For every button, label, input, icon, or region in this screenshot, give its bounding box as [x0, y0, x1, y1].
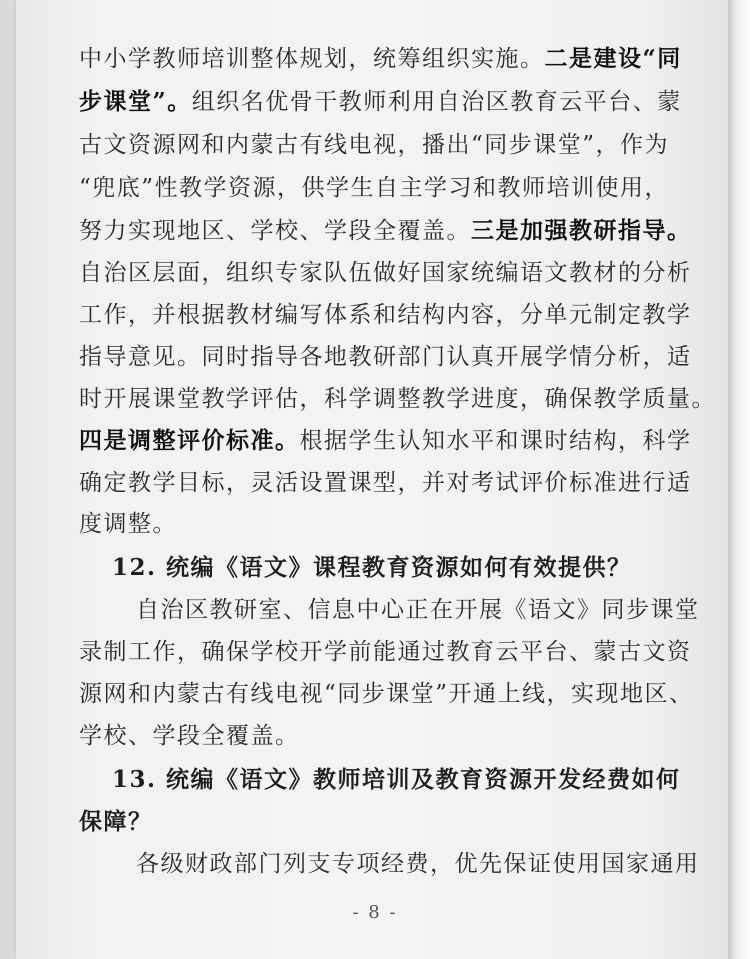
text-line-9	[79, 384, 716, 414]
text-line-5	[79, 216, 692, 246]
text-line-3	[79, 130, 679, 160]
text-segment: “兜底”性教学资源，供学生自主学习和教师培训使用，	[79, 175, 670, 201]
text-line-12	[79, 509, 679, 539]
answer-12-line-3: 源网和内蒙古有线电视“同步课堂”开通上线，实现地区、	[79, 681, 694, 707]
question-12-heading: 12. 统编《语文》课程教育资源如何有效提供？	[112, 554, 632, 581]
text-line-8	[79, 342, 692, 372]
bold-segment: 二是建设“同	[544, 45, 682, 72]
page-number: - 8 -	[352, 902, 398, 923]
answer-13-line-1: 各级财政部门列支专项经费，优先保证使用国家通用	[136, 851, 700, 877]
answer-12-line-2: 录制工作，确保学校开学前能通过教育云平台、蒙古文资	[79, 639, 692, 665]
bold-segment: 三是加强教研指导。	[471, 217, 692, 244]
text-line-6	[79, 258, 692, 288]
text-segment: 古文资源网和内蒙古有线电视，播出“同步课堂”，作为	[79, 132, 670, 158]
text-line-2	[79, 87, 682, 117]
text-segment: 努力实现地区、学校、学段全覆盖。	[79, 218, 471, 244]
text-segment: 根据学生认知水平和课时结构，科学	[299, 428, 692, 454]
text-line-7	[79, 300, 692, 330]
text-line-11	[79, 468, 692, 498]
answer-12-line-4: 学校、学段全覆盖。	[79, 723, 300, 749]
bold-segment: 步课堂”。	[79, 88, 192, 115]
text-segment: 组织名优骨干教师利用自治区教育云平台、蒙	[191, 89, 682, 115]
text-segment: 自治区层面，组织专家队伍做好国家统编语文教材的分析	[79, 260, 692, 286]
bold-segment: 四是调整评价标准。	[79, 427, 300, 454]
question-13-heading-line-2: 保障？	[79, 808, 153, 835]
text-line-10	[79, 426, 692, 456]
text-segment: 中小学教师培训整体规划，统筹组织实施。	[79, 46, 545, 72]
text-line-4	[79, 173, 679, 203]
text-segment: 度调整。	[79, 511, 177, 537]
document-page	[16, 0, 728, 959]
page-edge	[728, 0, 750, 959]
text-line-1	[79, 44, 682, 74]
text-segment: 工作，并根据教材编写体系和结构内容，分单元制定教学	[79, 302, 692, 328]
text-segment: 时开展课堂教学评估，科学调整教学进度，确保教学质量。	[79, 386, 716, 412]
question-13-heading-line-1: 13. 统编《语文》教师培训及教育资源开发经费如何	[112, 766, 681, 793]
text-segment: 指导意见。同时指导各地教研部门认真开展学情分析，适	[79, 344, 692, 370]
text-segment: 确定教学目标，灵活设置课型，并对考试评价标准进行适	[79, 470, 692, 496]
answer-12-line-1: 自治区教研室、信息中心正在开展《语文》同步课堂	[136, 597, 700, 623]
